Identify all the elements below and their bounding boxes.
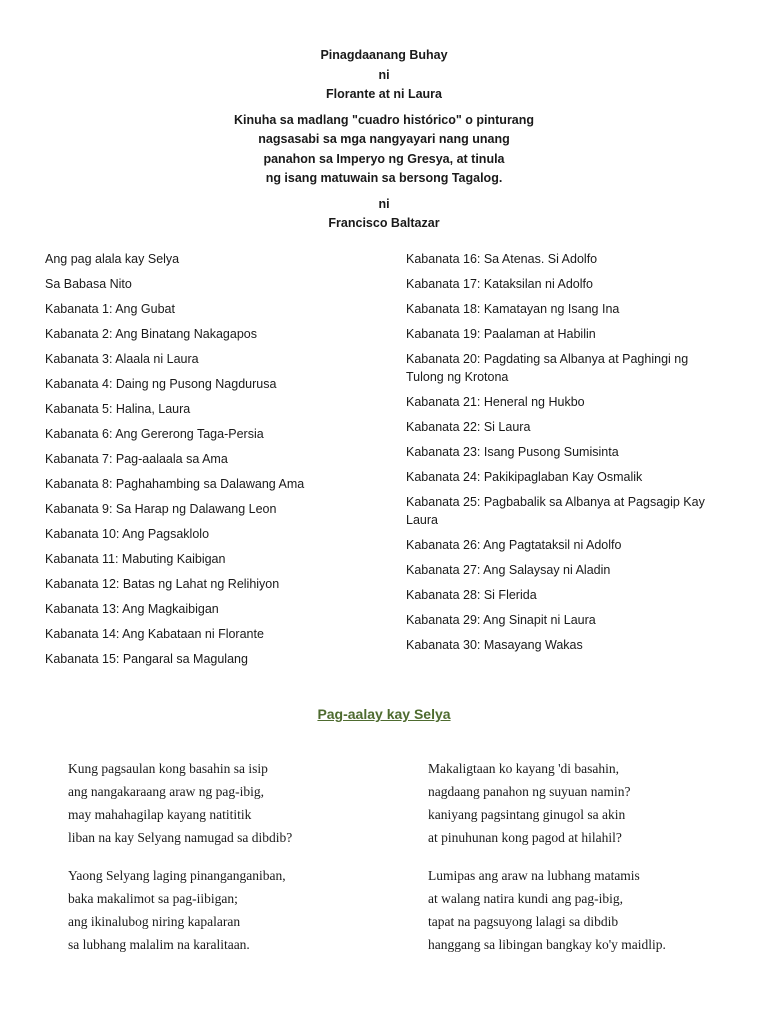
toc-entry: Kabanata 27: Ang Salaysay ni Aladin: [406, 563, 611, 577]
toc-entry: Kabanata 30: Masayang Wakas: [406, 638, 583, 652]
poem-line: tapat na pagsuyong lalagi sa dibdib: [428, 914, 619, 929]
toc-entry: Kabanata 23: Isang Pusong Sumisinta: [406, 445, 619, 459]
poem-line: may mahahagilap kayang natititik: [68, 807, 252, 822]
poem-line: Kung pagsaulan kong basahin sa isip: [68, 761, 268, 776]
poem-line: liban na kay Selyang namugad sa dibdib?: [68, 830, 293, 845]
poem-stanza: [68, 864, 388, 956]
toc-entry: Kabanata 14: Ang Kabataan ni Florante: [45, 627, 264, 641]
toc-entry: Sa Babasa Nito: [45, 277, 132, 291]
poem-stanza: [428, 864, 748, 956]
toc-left-column: [45, 250, 365, 675]
toc-entry: Kabanata 29: Ang Sinapit ni Laura: [406, 613, 596, 627]
poem-stanza: [428, 757, 748, 849]
toc-entry: Kabanata 11: Mabuting Kaibigan: [45, 552, 226, 566]
toc-entry: Kabanata 13: Ang Magkaibigan: [45, 602, 219, 616]
poem-line: ang nangakaraang araw ng pag-ibig,: [68, 784, 265, 799]
toc-entry: Kabanata 22: Si Laura: [406, 420, 531, 434]
toc-entry: Kabanata 3: Alaala ni Laura: [45, 352, 199, 366]
title-line: ni: [378, 67, 390, 82]
toc-entry: Kabanata 17: Kataksilan ni Adolfo: [406, 277, 593, 291]
poem-line: nagdaang panahon ng suyuan namin?: [428, 784, 631, 799]
toc-entry: Kabanata 26: Ang Pagtataksil ni Adolfo: [406, 538, 622, 552]
title-block: [0, 46, 768, 234]
poem-line: baka makalimot sa pag-iibigan;: [68, 891, 238, 906]
poem-line: hanggang sa libingan bangkay ko'y maidlip.: [428, 937, 666, 952]
title-line: Pinagdaanang Buhay: [320, 48, 448, 62]
toc-entry: Kabanata 6: Ang Gererong Taga-Persia: [45, 427, 264, 441]
toc-entry: Kabanata 25: Pagbabalik sa Albanya at Pagsagip Kay Laura: [406, 495, 705, 527]
toc-entry: Kabanata 21: Heneral ng Hukbo: [406, 395, 585, 409]
toc-entry: Kabanata 24: Pakikipaglaban Kay Osmalik: [406, 470, 643, 484]
poem-stanza: [68, 757, 388, 849]
section-heading: Pag-aalay kay Selya: [317, 706, 451, 722]
poem-line: sa lubhang malalim na karalitaan.: [68, 937, 250, 952]
toc-entry: Kabanata 1: Ang Gubat: [45, 302, 175, 316]
toc-entry: Kabanata 12: Batas ng Lahat ng Relihiyon: [45, 577, 280, 591]
poem-right-column: [428, 757, 748, 971]
toc-entry: Kabanata 20: Pagdating sa Albanya at Paghingi ng Tulong ng Krotona: [406, 352, 689, 384]
author-name: Francisco Baltazar: [328, 216, 440, 230]
poem-line: Yaong Selyang laging pinanganganiban,: [68, 868, 286, 883]
poem-line: Lumipas ang araw na lubhang matamis: [428, 868, 640, 883]
toc-entry: Kabanata 8: Paghahambing sa Dalawang Ama: [45, 477, 305, 491]
poem-left-column: [68, 757, 388, 971]
poem-line: at walang natira kundi ang pag-ibig,: [428, 891, 623, 906]
subtitle-line: panahon sa Imperyo ng Gresya, at tinula: [263, 151, 505, 166]
toc-entry: Ang pag alala kay Selya: [45, 252, 180, 266]
poem-line: ang ikinalubog niring kapalaran: [68, 914, 241, 929]
toc-entry: Kabanata 15: Pangaral sa Magulang: [45, 652, 248, 666]
toc-right-column: [406, 250, 711, 661]
toc-entry: Kabanata 10: Ang Pagsaklolo: [45, 527, 210, 541]
subtitle-line: nagsasabi sa mga nangyayari nang unang: [258, 132, 510, 146]
subtitle-line: ng isang matuwain sa bersong Tagalog.: [265, 171, 503, 185]
toc-entry: Kabanata 19: Paalaman at Habilin: [406, 327, 596, 341]
author-line: ni: [378, 196, 390, 211]
toc-entry: Kabanata 7: Pag-aalaala sa Ama: [45, 452, 228, 466]
poem-line: kaniyang pagsintang ginugol sa akin: [428, 807, 626, 822]
poem-line: Makaligtaan ko kayang 'di basahin,: [428, 761, 620, 776]
toc-entry: Kabanata 18: Kamatayan ng Isang Ina: [406, 302, 620, 316]
toc-entry: Kabanata 9: Sa Harap ng Dalawang Leon: [45, 502, 277, 516]
toc-entry: Kabanata 4: Daing ng Pusong Nagdurusa: [45, 377, 277, 391]
poem-line: at pinuhunan kong pagod at hilahil?: [428, 830, 622, 845]
title-line: Florante at ni Laura: [326, 87, 442, 101]
toc-entry: Kabanata 5: Halina, Laura: [45, 402, 191, 416]
toc-entry: Kabanata 28: Si Flerida: [406, 588, 537, 602]
subtitle-line: Kinuha sa madlang "cuadro histórico" o pinturang: [233, 112, 535, 127]
toc-entry: Kabanata 2: Ang Binatang Nakagapos: [45, 327, 257, 341]
toc-entry: Kabanata 16: Sa Atenas. Si Adolfo: [406, 252, 598, 266]
